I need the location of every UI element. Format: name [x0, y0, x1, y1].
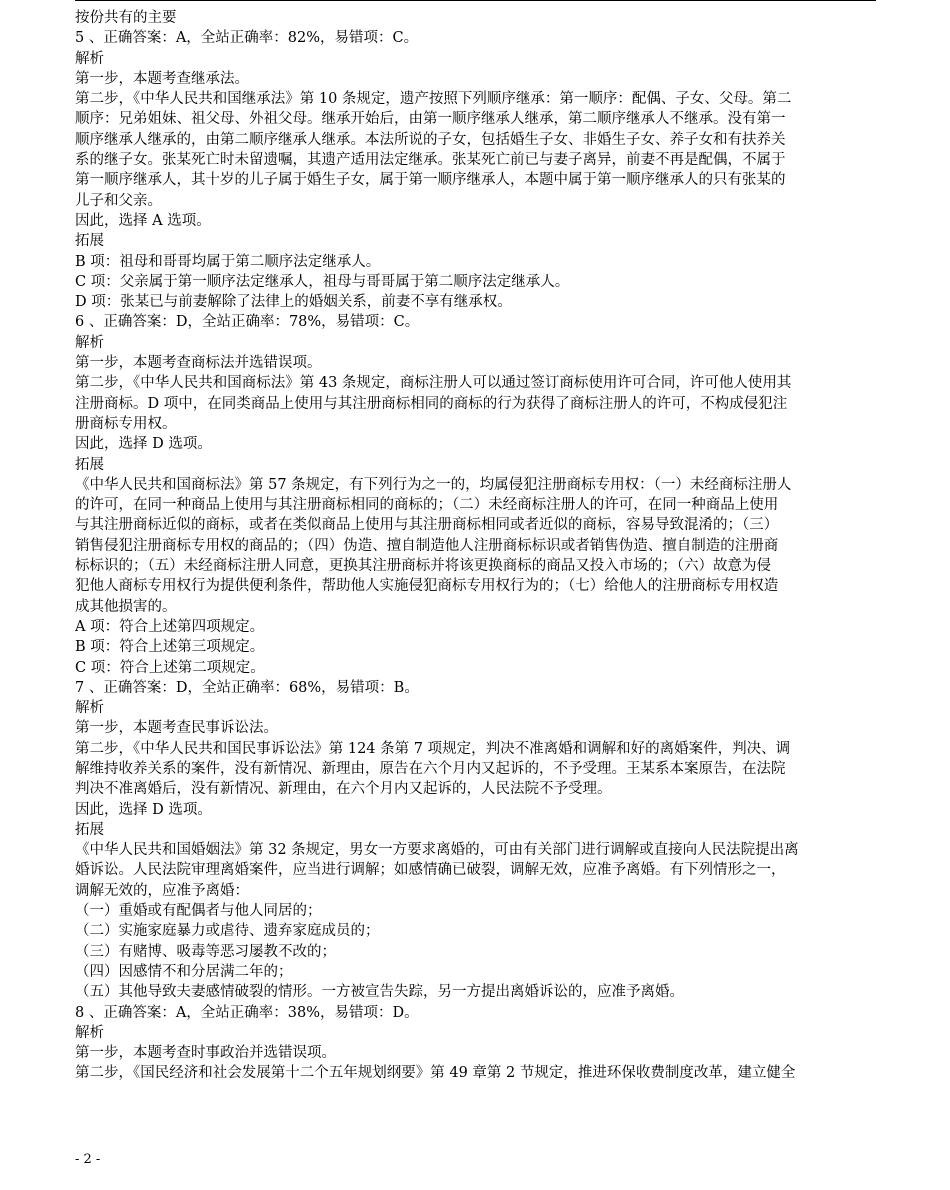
text-line: 第二步，《中华人民共和国商标法》第 43 条规定，商标注册人可以通过签订商标使用许可合同，许可他人使用其	[75, 375, 792, 392]
text-line: 5 、正确答案：A，全站正确率：82%，易错项：C。	[75, 30, 419, 47]
text-line: 拓展	[75, 233, 104, 250]
text-line: 第二步，《中华人民共和国民事诉讼法》第 124 条第 7 项规定，判决不准离婚和调解和好的离婚案件，判决、调	[75, 740, 791, 757]
text-line: 婚诉讼。人民法院审理离婚案件，应当进行调解；如感情确已破裂，调解无效，应准予离婚。有下列情形之一，	[75, 862, 786, 879]
text-line: 判决不准离婚后，没有新情况、新理由，在六个月内又起诉的，人民法院不予受理。	[75, 781, 612, 798]
text-line: （一）重婚或有配偶者与他人同居的；	[75, 903, 322, 920]
text-line: 与其注册商标近似的商标，或者在类似商品上使用与其注册商标相同或者近似的商标，容易导致混淆的；（三）	[75, 517, 779, 534]
text-line: （四）因感情不和分居满二年的；	[75, 963, 293, 980]
page-number: - 2 -	[75, 1152, 101, 1167]
text-line: 拓展	[75, 456, 104, 473]
text-line: 因此，选择 A 选项。	[75, 212, 211, 229]
top-rule	[75, 0, 876, 1]
text-line: 第一步，本题考查民事诉讼法。	[75, 720, 278, 737]
text-line: 解析	[75, 700, 104, 717]
text-line: 《中华人民共和国商标法》第 57 条规定，有下列行为之一的，均属侵犯注册商标专用权：（一）未经商标注册人	[75, 476, 792, 493]
text-line: 册商标专用权。	[75, 415, 177, 432]
text-line: 成其他损害的。	[75, 598, 177, 615]
text-line: 标标识的；（五）未经商标注册人同意，更换其注册商标并将该更换商标的商品又投入市场的；（六）故意为侵	[75, 558, 771, 575]
text-line: 第一顺序继承人，其十岁的儿子属于婚生子女，属于第一顺序继承人，本题中属于第一顺序继承人的只有张某的	[75, 172, 786, 189]
text-line: 因此，选择 D 选项。	[75, 436, 212, 453]
text-line: 犯他人商标专用权行为提供便利条件，帮助他人实施侵犯商标专用权行为的；（七）给他人的注册商标专用权造	[75, 578, 779, 595]
text-line: 儿子和父亲。	[75, 192, 162, 209]
text-line: 解析	[75, 1024, 104, 1041]
text-line: 解析	[75, 50, 104, 67]
text-line: 《中华人民共和国婚姻法》第 32 条规定，男女一方要求离婚的，可由有关部门进行调解或直接向人民法院提出离	[75, 842, 799, 859]
text-line: 拓展	[75, 821, 104, 838]
text-line: 因此，选择 D 选项。	[75, 801, 212, 818]
text-line: 第一步，本题考查商标法并选错误项。	[75, 355, 322, 372]
text-line: （三）有赌博、吸毒等恶习屡教不改的；	[75, 943, 336, 960]
text-line: 调解无效的，应准予离婚：	[75, 882, 249, 899]
document-body	[75, 8, 877, 1084]
text-line: 第一步，本题考查时事政治并选错误项。	[75, 1045, 336, 1062]
text-line: D 项：张某已与前妻解除了法律上的婚姻关系，前妻不享有继承权。	[75, 294, 512, 311]
text-line: 销售侵犯注册商标专用权的商品的；（四）伪造、擅自制造他人注册商标标识或者销售伪造、擅自制造的注册商	[75, 537, 779, 554]
text-line: 系的继子女。张某死亡时未留遗嘱，其遗产适用法定继承。张某死亡前已与妻子离异，前妻不再是配偶，不属于	[75, 152, 786, 169]
text-line: 6 、正确答案：D，全站正确率：78%，易错项：C。	[75, 314, 420, 331]
text-line: A 项：符合上述第四项规定。	[75, 618, 265, 635]
text-line: （二）实施家庭暴力或虐待、遗弃家庭成员的；	[75, 923, 380, 940]
text-line: 第二步，《中华人民共和国继承法》第 10 条规定，遗产按照下列顺序继承：第一顺序：配偶、子女、父母。第二	[75, 91, 792, 108]
text-line: 解维持收养关系的案件，没有新情况、新理由，原告在六个月内又起诉的，不予受理。王某系本案原告，在法院	[75, 760, 786, 777]
text-line: 第一步，本题考查继承法。	[75, 70, 249, 87]
text-line: 第二步，《国民经济和社会发展第十二个五年规划纲要》第 49 章第 2 节规定，推进环保收费制度改革，建立健全	[75, 1065, 796, 1082]
text-line: C 项：符合上述第二项规定。	[75, 659, 265, 676]
text-line: 顺序：兄弟姐妹、祖父母、外祖父母。继承开始后，由第一顺序继承人继承，第二顺序继承人不继承。没有第一	[75, 111, 786, 128]
text-line: B 项：祖母和哥哥均属于第二顺序法定继承人。	[75, 253, 381, 270]
text-line: 解析	[75, 334, 104, 351]
text-line: 注册商标。D 项中，在同类商品上使用与其注册商标相同的商标的行为获得了商标注册人的许可，不构成侵犯注	[75, 395, 788, 412]
text-line: 顺序继承人继承的，由第二顺序继承人继承。本法所说的子女，包括婚生子女、非婚生子女、养子女和有扶养关	[75, 131, 786, 148]
text-line: B 项：符合上述第三项规定。	[75, 639, 265, 656]
text-line: 8 、正确答案：A，全站正确率：38%，易错项：D。	[75, 1004, 419, 1021]
text-line: 7 、正确答案：D，全站正确率：68%，易错项：B。	[75, 679, 419, 696]
text-line: （五）其他导致夫妻感情破裂的情形。一方被宣告失踪，另一方提出离婚诉讼的，应准予离婚。	[75, 984, 684, 1001]
text-line: 的许可，在同一种商品上使用与其注册商标相同的商标的；（二）未经商标注册人的许可，在同一种商品上使用	[75, 497, 779, 514]
text-line: 按份共有的主要	[75, 10, 177, 26]
text-line: C 项：父亲属于第一顺序法定继承人，祖母与哥哥属于第二顺序法定继承人。	[75, 273, 570, 290]
